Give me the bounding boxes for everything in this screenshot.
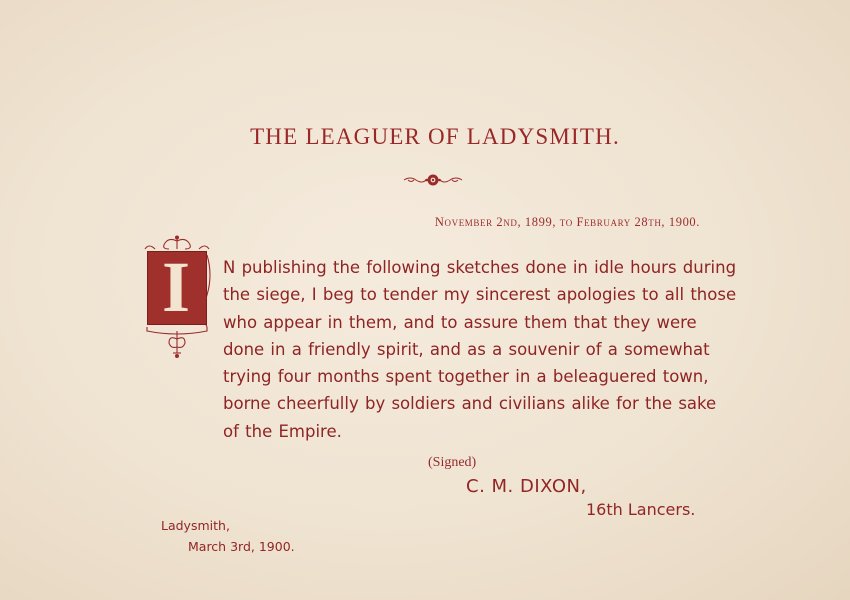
dedication-paragraph (223, 254, 743, 445)
siege-dates: November 2nd, 1899, to February 28th, 1900. (434, 215, 700, 229)
signature-rank: 16th Lancers. (586, 500, 696, 519)
paragraph-line: who appear in them, and to assure them that they were (223, 312, 697, 332)
paragraph-line: of the Empire. (223, 421, 342, 441)
place-name: Ladysmith, (161, 518, 230, 533)
paragraph-line: borne cheerfully by soldiers and civilians alike for the sake (223, 394, 717, 414)
paragraph-line: trying four months spent together in a beleaguered town, (223, 367, 709, 387)
document-title: THE LEAGUER OF LADYSMITH. (250, 124, 620, 149)
initial-letter: I (161, 247, 191, 327)
paragraph-line: N publishing the following sketches done in idle hours during (223, 258, 737, 277)
place-date: March 3rd, 1900. (188, 539, 295, 554)
floral-rosette-ornament-icon (402, 172, 464, 188)
paragraph-line: the siege, I beg to tender my sincerest apologies to all those (223, 285, 737, 305)
signed-label: (Signed) (428, 455, 477, 470)
paragraph-line: done in a friendly spirit, and as a souvenir of a somewhat (223, 339, 710, 359)
illuminated-initial (141, 235, 213, 360)
signature-name: C. M. DIXON, (466, 476, 587, 497)
